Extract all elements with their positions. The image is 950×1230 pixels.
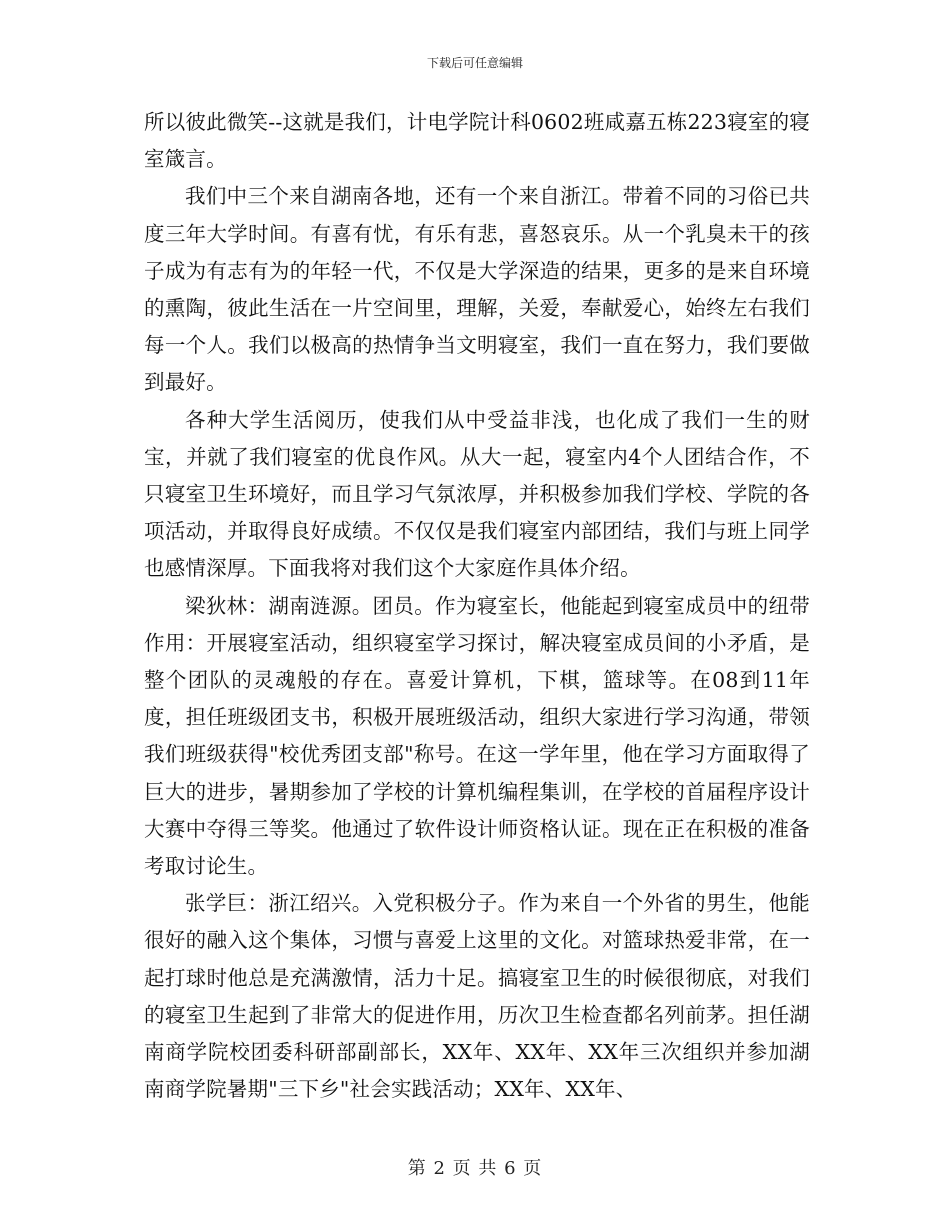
page-footer: 第 2 页 共 6 页 bbox=[407, 1158, 543, 1179]
document-body bbox=[144, 104, 810, 1108]
paragraph-member-liang: 梁狄林：湖南涟源。团员。作为寝室长，他能起到寝室成员中的纽带作用：开展寝室活动，组织寝室学习探讨，解决寝室成员间的小矛盾，是整个团队的灵魂般的存在。喜爱计算机，下棋，篮球等。在08到11年度，担任班级团支书，积极开展班级活动，组织大家进行学习沟通，带领我们班级获得"校优秀团支部"称号。在这一学年里，他在学习方面取得了巨大的进步，暑期参加了学校的计算机编程集训，在学校的首届程序设计大赛中夺得三等奖。他通过了软件设计师资格认证。现在正在积极的准备考取讨论生。 bbox=[144, 593, 810, 879]
page-header: 下载后可任意编辑 bbox=[426, 56, 523, 70]
paragraph-member-zhang: 张学巨：浙江绍兴。入党积极分子。作为来自一个外省的男生，他能很好的融入这个集体，习惯与喜爱上这里的文化。对篮球热爱非常，在一起打球时他总是充满激情，活力十足。搞寝室卫生的时候很彻底，对我们的寝室卫生起到了非常大的促进作用，历次卫生检查都名列前茅。担任湖南商学院校团委科研部副部长，XX年、XX年、XX年三次组织并参加湖南商学院暑期"三下乡"社会实践活动；XX年、XX年、 bbox=[144, 891, 810, 1102]
paragraph-dorm-intro: 我们中三个来自湖南各地，还有一个来自浙江。带着不同的习俗已共度三年大学时间。有喜有忧，有乐有悲，喜怒哀乐。从一个乳臭未干的孩子成为有志有为的年轻一代，不仅是大学深造的结果，更多的是来自环境的熏陶，彼此生活在一片空间里，理解，关爱，奉献爱心，始终左右我们每一个人。我们以极高的热情争当文明寝室，我们一直在努力，我们要做到最好。 bbox=[144, 184, 810, 395]
paragraph-dorm-style: 各种大学生活阅历，使我们从中受益非浅，也化成了我们一生的财宝，并就了我们寝室的优良作风。从大一起，寝室内4个人团结合作，不只寝室卫生环境好，而且学习气氛浓厚，并积极参加我们学校、学院的各项活动，并取得良好成绩。不仅仅是我们寝室内部团结，我们与班上同学也感情深厚。下面我将对我们这个大家庭作具体介绍。 bbox=[144, 407, 810, 581]
paragraph-motto-ending: 所以彼此微笑--这就是我们，计电学院计科0602班咸嘉五栋223寝室的寝室箴言。 bbox=[144, 110, 810, 172]
